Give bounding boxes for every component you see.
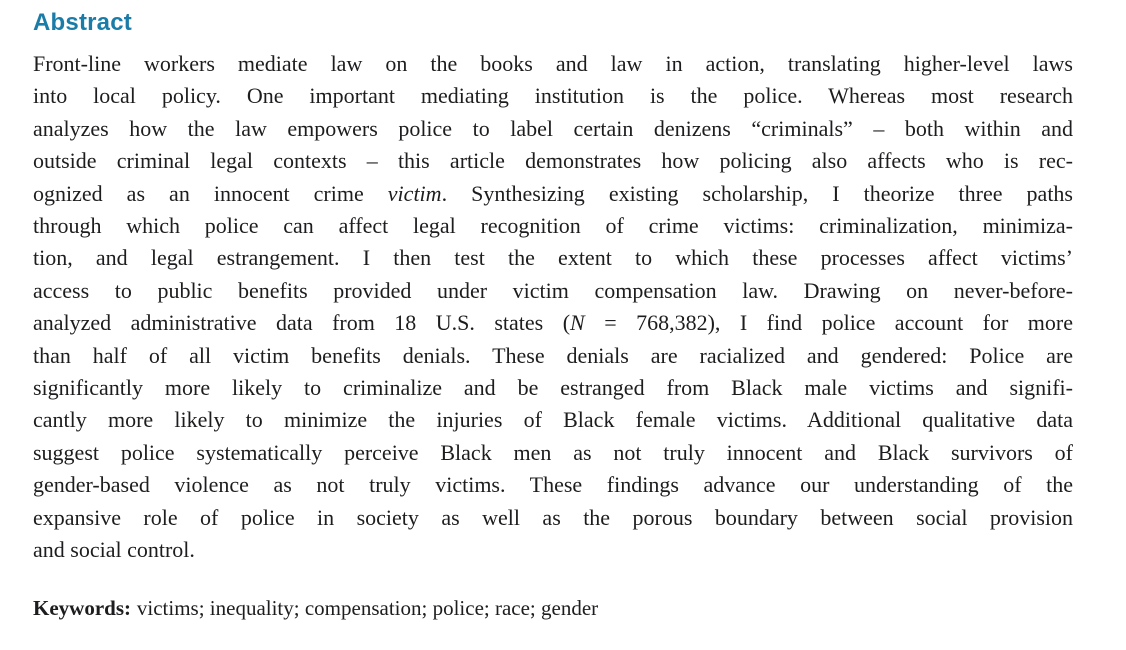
keywords-values: victims; inequality; compensation; police; race; gender: [136, 595, 599, 620]
body-text: gender-based violence as not truly victims. These findings advance our understanding of the: [33, 472, 1073, 498]
abstract-line: [33, 469, 1073, 501]
body-text: suggest police systematically perceive Black men as not truly innocent and Black survivors of: [33, 439, 1073, 465]
body-text: than half of all victim benefits denials. These denials are racialized and gendered: Police are: [33, 342, 1073, 368]
body-text: = 768,382), I find police account for more: [584, 310, 1073, 336]
body-text: cantly more likely to minimize the injuries of Black female victims. Additional qualitative data: [33, 407, 1073, 433]
abstract-line: [33, 404, 1073, 436]
abstract-line: [33, 210, 1073, 242]
abstract-line: [33, 275, 1073, 307]
body-text: outside criminal legal contexts – this article demonstrates how policing also affects who is rec-: [33, 148, 1073, 174]
abstract-line: [33, 307, 1073, 339]
abstract-line: [33, 437, 1073, 469]
abstract-heading: Abstract: [33, 9, 132, 36]
body-text: and social control.: [33, 537, 195, 563]
body-text: . Synthesizing existing scholarship, I theorize three paths: [441, 180, 1073, 206]
abstract-line: [33, 48, 1073, 80]
abstract-line: [33, 178, 1073, 210]
body-text: analyzes how the law empowers police to label certain denizens “criminals” – both within and: [33, 115, 1073, 141]
abstract-text: [33, 48, 1073, 567]
italic-text: victim: [387, 180, 442, 206]
italic-text: N: [570, 310, 585, 336]
abstract-line: [33, 502, 1073, 534]
abstract-line: [33, 340, 1073, 372]
body-text: into local policy. One important mediating institution is the police. Whereas most research: [33, 83, 1073, 109]
body-text: analyzed administrative data from 18 U.S. states (: [33, 310, 571, 336]
body-text: Front-line workers mediate law on the books and law in action, translating higher-level laws: [33, 51, 1073, 76]
abstract-line: [33, 80, 1073, 112]
abstract-line: [33, 242, 1073, 274]
body-text: access to public benefits provided under victim compensation law. Drawing on never-before-: [33, 277, 1073, 303]
body-text: expansive role of police in society as well as the porous boundary between social provision: [33, 504, 1073, 530]
abstract-line: [33, 113, 1073, 145]
body-text: through which police can affect legal recognition of crime victims: criminalization, minimiza-: [33, 213, 1073, 239]
keywords-label: Keywords:: [33, 595, 131, 620]
abstract-line: [33, 534, 1073, 566]
body-text: tion, and legal estrangement. I then test the extent to which these processes affect victims’: [33, 245, 1073, 271]
body-text: significantly more likely to criminalize and be estranged from Black male victims and signifi-: [33, 375, 1073, 401]
body-text: ognized as an innocent crime: [33, 180, 388, 206]
abstract-line: [33, 372, 1073, 404]
keywords-line: [33, 595, 1126, 621]
abstract-line: [33, 145, 1073, 177]
